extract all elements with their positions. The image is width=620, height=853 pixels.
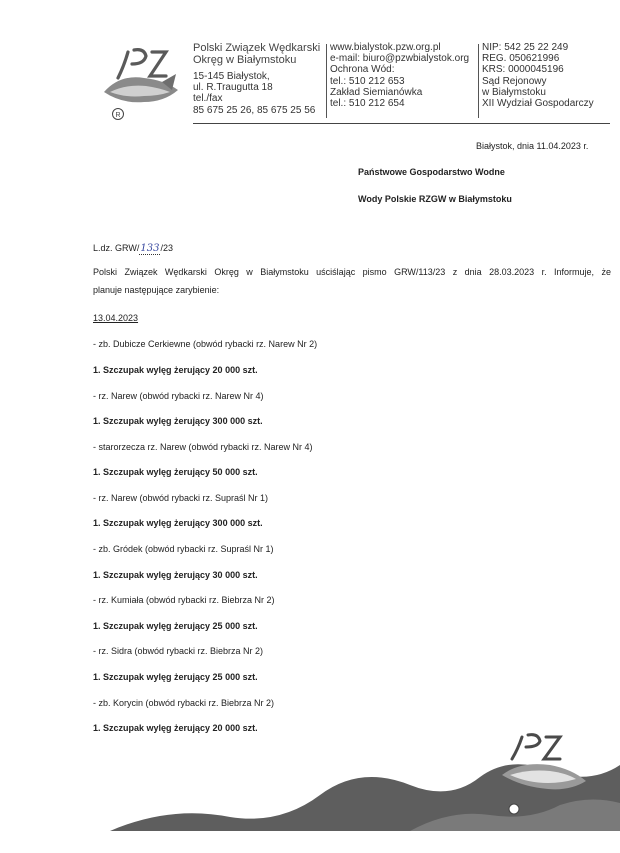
court-line3: XII Wydział Gospodarczy: [482, 98, 594, 110]
court-line2: w Białymstoku: [482, 86, 546, 98]
reference-number: [93, 243, 173, 254]
stocking-date: 13.04.2023: [93, 313, 139, 323]
nip: NIP: 542 25 22 249: [482, 42, 569, 53]
intro-line2: planuje następujące zarybienie:: [93, 285, 220, 295]
logo-text: PZW: [126, 74, 129, 75]
ref-prefix: L.dz. GRW/: [93, 243, 140, 253]
court-line1: Sąd Rejonowy: [482, 75, 547, 87]
header-rule: [193, 123, 610, 124]
location-line: - rz. Narew (obwód rybacki rz. Narew Nr 4): [93, 391, 264, 401]
location-line: - zb. Dubicze Cerkiewne (obwód rybacki rz. Narew Nr 2): [93, 339, 318, 349]
ochrona-phone: tel.: 510 212 653: [330, 75, 405, 87]
location-line: - rz. Sidra (obwód rybacki rz. Biebrza Nr 2): [93, 646, 264, 656]
location-line: - rz. Narew (obwód rybacki rz. Supraśl Nr 1): [93, 493, 269, 503]
letterhead-address: [193, 42, 323, 116]
location-line: - starorzecza rz. Narew (obwód rybacki rz. Narew Nr 4): [93, 442, 313, 452]
telfax-label: tel./fax: [193, 93, 223, 105]
zaklad-label: Zakład Siemianówka: [330, 86, 423, 98]
krs: KRS: 0000045196: [482, 64, 564, 76]
recipient-line1: Państwowe Gospodarstwo Wodne: [358, 167, 505, 177]
place-date: Białystok, dnia 11.04.2023 r.: [476, 141, 589, 151]
email-link[interactable]: e-mail: biuro@pzwbialystok.org: [330, 53, 470, 65]
stocking-line: 1. Szczupak wylęg żerujący 300 000 szt.: [93, 518, 263, 528]
org-name-line2: Okręg w Białymstoku: [193, 54, 297, 66]
org-name-line1: Polski Związek Wędkarski: [193, 42, 321, 54]
letterhead-contact: [330, 42, 475, 109]
recipient-line2: Wody Polskie RZGW w Białymstoku: [358, 194, 512, 204]
footer-hills-graphic: [110, 725, 620, 835]
stocking-line: 1. Szczupak wylęg żerujący 20 000 szt.: [93, 365, 258, 375]
location-line: - rz. Kumiała (obwód rybacki rz. Biebrza Nr 2): [93, 595, 275, 605]
registered-mark: R: [115, 112, 121, 119]
stocking-line: 1. Szczupak wylęg żerujący 25 000 szt.: [93, 621, 258, 631]
stocking-line: 1. Szczupak wylęg żerujący 300 000 szt.: [93, 416, 263, 426]
org-name: [193, 42, 323, 66]
stocking-line: 1. Szczupak wylęg żerujący 30 000 szt.: [93, 570, 258, 580]
pzw-logo-icon: [100, 44, 182, 122]
ref-handwritten-number: 133: [140, 243, 160, 254]
location-line: - zb. Gródek (obwód rybacki rz. Supraśl Nr 1): [93, 544, 274, 554]
header-divider: [478, 44, 479, 118]
stocking-line: 1. Szczupak wylęg żerujący 25 000 szt.: [93, 672, 258, 682]
street: ul. R.Traugutta 18: [193, 82, 273, 94]
stocking-line: 1. Szczupak wylęg żerujący 50 000 szt.: [93, 467, 258, 477]
zaklad-phone: tel.: 510 212 654: [330, 98, 405, 110]
location-line: - zb. Korycin (obwód rybacki rz. Biebrza Nr 2): [93, 698, 275, 708]
ochrona-label: Ochrona Wód:: [330, 64, 395, 76]
letterhead-registry: [482, 42, 607, 109]
regon: REG. 050621996: [482, 53, 560, 65]
stocking-line: 1. Szczupak wylęg żerujący 20 000 szt.: [93, 723, 258, 733]
postcode-city: 15-145 Białystok,: [193, 71, 270, 82]
intro-line1: Polski Związek Wędkarski Okręg w Białymstoku uściślając pismo GRW/113/23 z dnia 28.03.2023 r. Informuje, że: [93, 267, 611, 277]
header-divider: [326, 44, 327, 118]
ref-suffix: /23: [160, 243, 173, 253]
website-link[interactable]: www.bialystok.pzw.org.pl: [330, 42, 441, 53]
telfax-numbers: 85 675 25 26, 85 675 25 56: [193, 104, 316, 116]
